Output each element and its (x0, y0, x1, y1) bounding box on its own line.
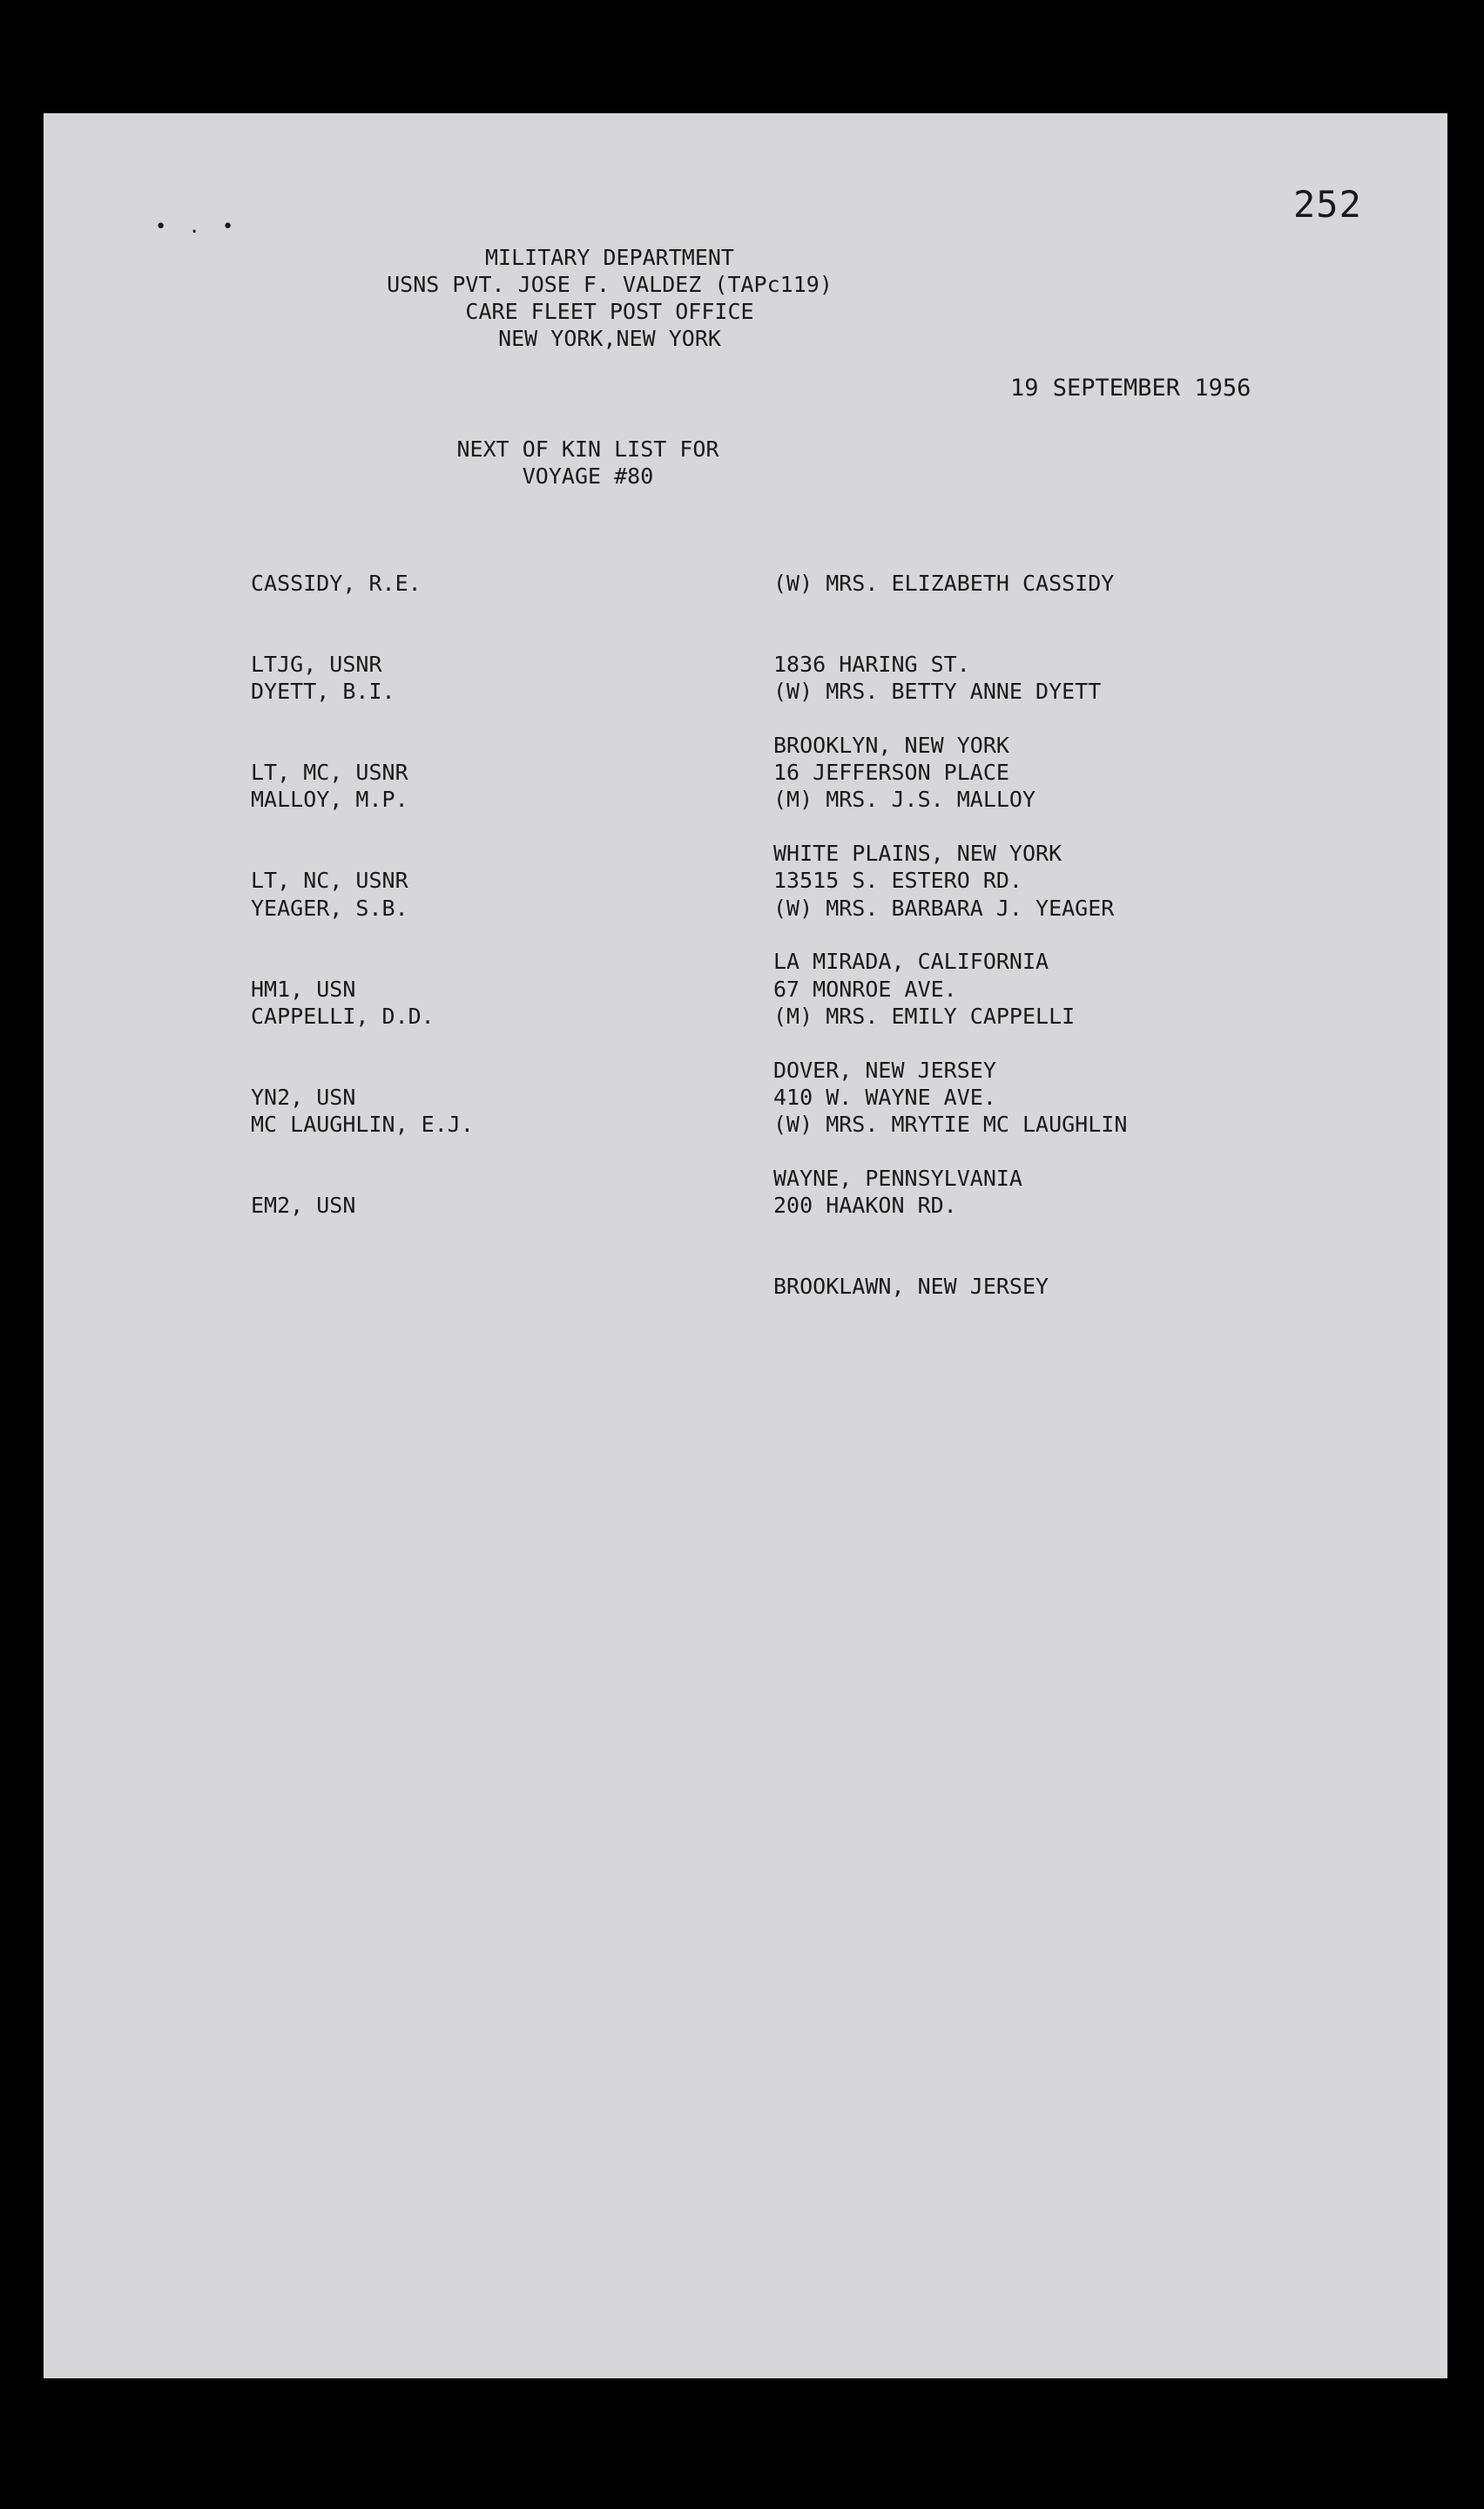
header-line-post-office: CARE FLEET POST OFFICE (465, 299, 754, 324)
kin-name: (M) MRS. EMILY CAPPELLI (773, 1004, 1076, 1029)
header-line-department: MILITARY DEPARTMENT (485, 245, 734, 270)
kin-name: (W) MRS. ELIZABETH CASSIDY (773, 571, 1115, 596)
member-name: MALLOY, M.P. (251, 787, 408, 812)
member-name: CASSIDY, R.E. (251, 571, 422, 596)
member-name: YEAGER, S.B. (251, 896, 408, 921)
header-line-ship: USNS PVT. JOSE F. VALDEZ (TAPc119) (387, 272, 833, 297)
kin-city: LA MIRADA, CALIFORNIA (773, 949, 1049, 974)
member-name: MC LAUGHLIN, E.J. (251, 1112, 474, 1137)
list-title-line2: VOYAGE #80 (522, 463, 654, 489)
member-rank: EM2, USN (251, 1193, 356, 1218)
member-rank: YN2, USN (251, 1085, 356, 1110)
list-title-line1: NEXT OF KIN LIST FOR (456, 436, 719, 462)
page-number: 252 (1293, 183, 1362, 226)
kin-street: 1836 HARING ST. (773, 652, 970, 677)
kin-city: BROOKLAWN, NEW JERSEY (773, 1274, 1049, 1299)
kin-city: DOVER, NEW JERSEY (773, 1058, 996, 1083)
kin-name: (W) MRS. MRYTIE MC LAUGHLIN (773, 1112, 1128, 1137)
kin-street: 200 HAAKON RD. (773, 1193, 957, 1218)
list-title (44, 436, 1132, 490)
member-rank: HM1, USN (251, 977, 356, 1002)
service-member (251, 1057, 474, 1273)
document-date: 19 SEPTEMBER 1956 (1010, 375, 1251, 402)
member-rank: LTJG, USNR (251, 652, 382, 677)
header-line-city: NEW YORK,NEW YORK (498, 326, 721, 351)
kin-city: BROOKLYN, NEW YORK (773, 733, 1009, 758)
kin-street: 410 W. WAYNE AVE. (773, 1085, 996, 1110)
kin-city: WHITE PLAINS, NEW YORK (773, 841, 1062, 866)
kin-name: (M) MRS. J.S. MALLOY (773, 787, 1036, 812)
corner-mark: • . • (155, 216, 239, 238)
member-name: DYETT, B.I. (251, 679, 395, 704)
letterhead (44, 244, 1176, 352)
member-rank: LT, NC, USNR (251, 868, 408, 893)
kin-street: 13515 S. ESTERO RD. (773, 868, 1022, 893)
kin-street: 67 MONROE AVE. (773, 977, 957, 1002)
kin-city: WAYNE, PENNSYLVANIA (773, 1166, 1022, 1191)
kin-street: 16 JEFFERSON PLACE (773, 760, 1009, 785)
member-name: CAPPELLI, D.D. (251, 1004, 435, 1029)
document-page (44, 113, 1447, 2378)
kin-name: (W) MRS. BETTY ANNE DYETT (773, 679, 1102, 704)
next-of-kin (773, 1057, 1127, 1354)
kin-name: (W) MRS. BARBARA J. YEAGER (773, 896, 1115, 921)
member-rank: LT, MC, USNR (251, 760, 408, 785)
